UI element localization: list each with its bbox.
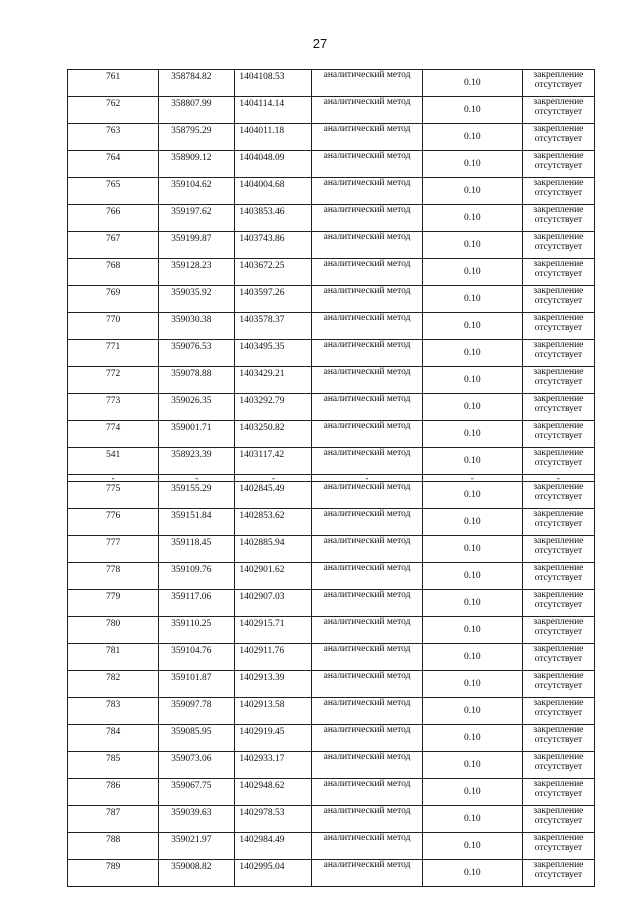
point-number-cell: 783 [68,698,159,725]
y-coordinate-cell: 1403578.37 [235,313,312,340]
point-number-cell: 785 [68,752,159,779]
y-coordinate-cell: 1403597.26 [235,286,312,313]
y-coordinate-cell: 1402995.04 [235,860,312,887]
table-row [68,124,595,151]
x-coordinate-cell: 359067.75 [159,779,235,806]
point-number-cell: 782 [68,671,159,698]
x-coordinate-cell: 358923.39 [159,448,235,475]
method-cell: аналитический метод [312,752,422,779]
table-row [68,509,595,536]
accuracy-cell: 0.10 [422,313,522,340]
point-number-cell: 765 [68,178,159,205]
point-number-cell: 778 [68,563,159,590]
accuracy-cell: 0.10 [422,482,522,509]
accuracy-cell: 0.10 [422,286,522,313]
x-coordinate-cell: 359035.92 [159,286,235,313]
x-coordinate-cell: 359076.53 [159,340,235,367]
x-coordinate-cell: 359104.76 [159,644,235,671]
table-row [68,752,595,779]
fixation-cell: закрепление отсутствует [522,259,594,286]
x-coordinate-cell: 359026.35 [159,394,235,421]
method-cell: аналитический метод [312,509,422,536]
separator-cell: - [422,475,522,482]
method-cell: аналитический метод [312,779,422,806]
accuracy-cell: 0.10 [422,509,522,536]
x-coordinate-cell: 359073.06 [159,752,235,779]
x-coordinate-cell: 359021.97 [159,833,235,860]
y-coordinate-cell: 1403672.25 [235,259,312,286]
method-cell: аналитический метод [312,259,422,286]
point-number-cell: 775 [68,482,159,509]
y-coordinate-cell: 1404108.53 [235,70,312,97]
method-cell: аналитический метод [312,232,422,259]
method-cell: аналитический метод [312,448,422,475]
table-row [68,421,595,448]
y-coordinate-cell: 1403292.79 [235,394,312,421]
accuracy-cell: 0.10 [422,421,522,448]
method-cell: аналитический метод [312,124,422,151]
y-coordinate-cell: 1402978.53 [235,806,312,833]
table-row [68,563,595,590]
method-cell: аналитический метод [312,617,422,644]
x-coordinate-cell: 359199.87 [159,232,235,259]
fixation-cell: закрепление отсутствует [522,779,594,806]
accuracy-cell: 0.10 [422,151,522,178]
table-row [68,833,595,860]
accuracy-cell: 0.10 [422,394,522,421]
y-coordinate-cell: 1402911.76 [235,644,312,671]
y-coordinate-cell: 1402919.45 [235,725,312,752]
point-number-cell: 767 [68,232,159,259]
accuracy-cell: 0.10 [422,860,522,887]
method-cell: аналитический метод [312,421,422,448]
method-cell: аналитический метод [312,313,422,340]
y-coordinate-cell: 1403853.46 [235,205,312,232]
y-coordinate-cell: 1402885.94 [235,536,312,563]
y-coordinate-cell: 1403117.42 [235,448,312,475]
accuracy-cell: 0.10 [422,70,522,97]
accuracy-cell: 0.10 [422,833,522,860]
table-row [68,590,595,617]
x-coordinate-cell: 359155.29 [159,482,235,509]
x-coordinate-cell: 359078.88 [159,367,235,394]
x-coordinate-cell: 359085.95 [159,725,235,752]
y-coordinate-cell: 1402913.58 [235,698,312,725]
x-coordinate-cell: 358909.12 [159,151,235,178]
fixation-cell: закрепление отсутствует [522,421,594,448]
fixation-cell: закрепление отсутствует [522,806,594,833]
point-number-cell: 761 [68,70,159,97]
method-cell: аналитический метод [312,698,422,725]
fixation-cell: закрепление отсутствует [522,340,594,367]
x-coordinate-cell: 359110.25 [159,617,235,644]
x-coordinate-cell: 359101.87 [159,671,235,698]
accuracy-cell: 0.10 [422,205,522,232]
table-row [68,340,595,367]
table-row [68,698,595,725]
separator-row [68,475,595,482]
point-number-cell: 770 [68,313,159,340]
fixation-cell: закрепление отсутствует [522,313,594,340]
accuracy-cell: 0.10 [422,779,522,806]
separator-cell: - [312,475,422,482]
point-number-cell: 787 [68,806,159,833]
x-coordinate-cell: 359008.82 [159,860,235,887]
table-row [68,779,595,806]
accuracy-cell: 0.10 [422,806,522,833]
y-coordinate-cell: 1403743.86 [235,232,312,259]
table-row [68,860,595,887]
fixation-cell: закрепление отсутствует [522,617,594,644]
table-row [68,151,595,178]
accuracy-cell: 0.10 [422,124,522,151]
method-cell: аналитический метод [312,367,422,394]
method-cell: аналитический метод [312,205,422,232]
fixation-cell: закрепление отсутствует [522,698,594,725]
fixation-cell: закрепление отсутствует [522,394,594,421]
table-row [68,806,595,833]
point-number-cell: 788 [68,833,159,860]
method-cell: аналитический метод [312,536,422,563]
method-cell: аналитический метод [312,860,422,887]
method-cell: аналитический метод [312,563,422,590]
accuracy-cell: 0.10 [422,644,522,671]
coordinates-table [67,69,595,887]
point-number-cell: 762 [68,97,159,124]
fixation-cell: закрепление отсутствует [522,590,594,617]
method-cell: аналитический метод [312,725,422,752]
fixation-cell: закрепление отсутствует [522,725,594,752]
point-number-cell: 781 [68,644,159,671]
table-row [68,725,595,752]
point-number-cell: 777 [68,536,159,563]
y-coordinate-cell: 1402984.49 [235,833,312,860]
x-coordinate-cell: 359104.62 [159,178,235,205]
table-row [68,97,595,124]
accuracy-cell: 0.10 [422,590,522,617]
method-cell: аналитический метод [312,286,422,313]
x-coordinate-cell: 359117.06 [159,590,235,617]
table-row [68,178,595,205]
x-coordinate-cell: 358784.82 [159,70,235,97]
accuracy-cell: 0.10 [422,671,522,698]
accuracy-cell: 0.10 [422,232,522,259]
accuracy-cell: 0.10 [422,563,522,590]
table-row [68,482,595,509]
method-cell: аналитический метод [312,70,422,97]
table-row [68,367,595,394]
fixation-cell: закрепление отсутствует [522,232,594,259]
point-number-cell: 773 [68,394,159,421]
point-number-cell: 764 [68,151,159,178]
y-coordinate-cell: 1402845.49 [235,482,312,509]
point-number-cell: 776 [68,509,159,536]
fixation-cell: закрепление отсутствует [522,70,594,97]
fixation-cell: закрепление отсутствует [522,833,594,860]
point-number-cell: 786 [68,779,159,806]
x-coordinate-cell: 358807.99 [159,97,235,124]
y-coordinate-cell: 1402933.17 [235,752,312,779]
accuracy-cell: 0.10 [422,698,522,725]
table-row [68,313,595,340]
table-row [68,671,595,698]
method-cell: аналитический метод [312,833,422,860]
fixation-cell: закрепление отсутствует [522,536,594,563]
method-cell: аналитический метод [312,97,422,124]
x-coordinate-cell: 359001.71 [159,421,235,448]
method-cell: аналитический метод [312,482,422,509]
separator-cell: - [522,475,594,482]
point-number-cell: 766 [68,205,159,232]
point-number-cell: 768 [68,259,159,286]
fixation-cell: закрепление отсутствует [522,563,594,590]
y-coordinate-cell: 1402915.71 [235,617,312,644]
y-coordinate-cell: 1404011.18 [235,124,312,151]
x-coordinate-cell: 359039.63 [159,806,235,833]
accuracy-cell: 0.10 [422,448,522,475]
separator-cell: - [159,475,235,482]
accuracy-cell: 0.10 [422,617,522,644]
y-coordinate-cell: 1402948.62 [235,779,312,806]
fixation-cell: закрепление отсутствует [522,448,594,475]
point-number-cell: 771 [68,340,159,367]
point-number-cell: 779 [68,590,159,617]
table-row [68,644,595,671]
point-number-cell: 774 [68,421,159,448]
fixation-cell: закрепление отсутствует [522,97,594,124]
method-cell: аналитический метод [312,394,422,421]
method-cell: аналитический метод [312,644,422,671]
method-cell: аналитический метод [312,340,422,367]
accuracy-cell: 0.10 [422,259,522,286]
table-row [68,536,595,563]
point-number-cell: 772 [68,367,159,394]
table-row [68,394,595,421]
fixation-cell: закрепление отсутствует [522,752,594,779]
table-row [68,286,595,313]
x-coordinate-cell: 359197.62 [159,205,235,232]
accuracy-cell: 0.10 [422,340,522,367]
x-coordinate-cell: 358795.29 [159,124,235,151]
fixation-cell: закрепление отсутствует [522,509,594,536]
accuracy-cell: 0.10 [422,367,522,394]
point-number-cell: 541 [68,448,159,475]
point-number-cell: 763 [68,124,159,151]
y-coordinate-cell: 1403429.21 [235,367,312,394]
x-coordinate-cell: 359151.84 [159,509,235,536]
x-coordinate-cell: 359128.23 [159,259,235,286]
fixation-cell: закрепление отсутствует [522,367,594,394]
fixation-cell: закрепление отсутствует [522,860,594,887]
fixation-cell: закрепление отсутствует [522,671,594,698]
y-coordinate-cell: 1402913.39 [235,671,312,698]
method-cell: аналитический метод [312,178,422,205]
accuracy-cell: 0.10 [422,178,522,205]
fixation-cell: закрепление отсутствует [522,286,594,313]
point-number-cell: 784 [68,725,159,752]
accuracy-cell: 0.10 [422,97,522,124]
table-row [68,232,595,259]
table-row [68,617,595,644]
method-cell: аналитический метод [312,151,422,178]
table-row [68,205,595,232]
y-coordinate-cell: 1402853.62 [235,509,312,536]
point-number-cell: 789 [68,860,159,887]
y-coordinate-cell: 1403250.82 [235,421,312,448]
point-number-cell: 780 [68,617,159,644]
fixation-cell: закрепление отсутствует [522,178,594,205]
x-coordinate-cell: 359030.38 [159,313,235,340]
fixation-cell: закрепление отсутствует [522,205,594,232]
y-coordinate-cell: 1404004.68 [235,178,312,205]
y-coordinate-cell: 1403495.35 [235,340,312,367]
accuracy-cell: 0.10 [422,536,522,563]
table-row [68,259,595,286]
y-coordinate-cell: 1404048.09 [235,151,312,178]
fixation-cell: закрепление отсутствует [522,124,594,151]
x-coordinate-cell: 359097.78 [159,698,235,725]
x-coordinate-cell: 359118.45 [159,536,235,563]
y-coordinate-cell: 1402901.62 [235,563,312,590]
fixation-cell: закрепление отсутствует [522,151,594,178]
accuracy-cell: 0.10 [422,752,522,779]
table-row [68,70,595,97]
y-coordinate-cell: 1404114.14 [235,97,312,124]
table-row [68,448,595,475]
separator-cell: - [68,475,159,482]
x-coordinate-cell: 359109.76 [159,563,235,590]
fixation-cell: закрепление отсутствует [522,482,594,509]
page-number: 27 [312,36,328,51]
accuracy-cell: 0.10 [422,725,522,752]
separator-cell: - [235,475,312,482]
method-cell: аналитический метод [312,590,422,617]
method-cell: аналитический метод [312,806,422,833]
point-number-cell: 769 [68,286,159,313]
method-cell: аналитический метод [312,671,422,698]
y-coordinate-cell: 1402907.03 [235,590,312,617]
coordinates-table-body [68,70,595,887]
fixation-cell: закрепление отсутствует [522,644,594,671]
